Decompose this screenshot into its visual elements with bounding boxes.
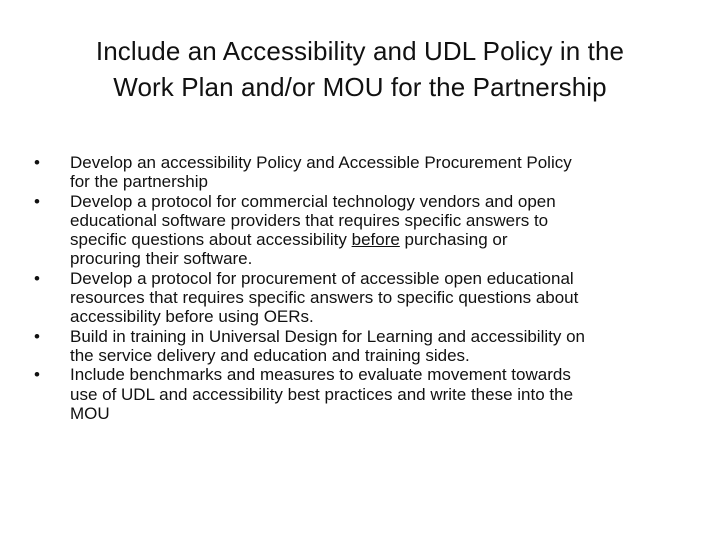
bullet-line: for the partnership <box>70 172 208 192</box>
bullet-line: educational software providers that requires specific answers to <box>70 210 549 230</box>
underlined-word: before <box>351 230 400 250</box>
bullet-dot: • <box>34 365 40 385</box>
bullet-dot: • <box>34 268 40 288</box>
bullet-line: resources that requires specific answers to specific questions about <box>70 288 579 308</box>
slide-title-line-2: Work Plan and/or MOU for the Partnership <box>113 72 607 102</box>
bullet-line: MOU <box>70 403 110 423</box>
bullet-line: Develop a protocol for commercial technology vendors and open <box>70 191 556 211</box>
bullet-dot: • <box>34 191 40 211</box>
bullet-line: the service delivery and education and training sides. <box>70 345 470 365</box>
bullet-item-udl-training <box>34 327 686 366</box>
bullet-line: Develop an accessibility Policy and Accessible Procurement Policy <box>70 153 572 172</box>
bullet-list <box>34 153 686 423</box>
bullet-text-segment: specific questions about accessibility <box>70 230 347 250</box>
bullet-line: Build in training in Universal Design for Learning and accessibility on <box>70 326 585 346</box>
bullet-line <box>70 230 686 249</box>
slide-title <box>40 33 680 105</box>
bullet-line: procuring their software. <box>70 249 253 269</box>
bullet-dot: • <box>34 153 40 172</box>
bullet-item-benchmarks <box>34 365 686 423</box>
bullet-line: accessibility before using OERs. <box>70 307 314 327</box>
bullet-item-vendor-protocol <box>34 192 686 269</box>
bullet-item-oer-protocol <box>34 269 686 327</box>
bullet-line: use of UDL and accessibility best practices and write these into the <box>70 384 574 404</box>
bullet-line: Develop a protocol for procurement of accessible open educational <box>70 268 574 288</box>
bullet-line: Include benchmarks and measures to evaluate movement towards <box>70 365 571 385</box>
bullet-dot: • <box>34 326 40 346</box>
slide-title-line-1: Include an Accessibility and UDL Policy in the <box>95 36 625 66</box>
bullet-item-accessibility-policy <box>34 153 686 192</box>
bullet-text-segment: purchasing or <box>399 230 508 250</box>
